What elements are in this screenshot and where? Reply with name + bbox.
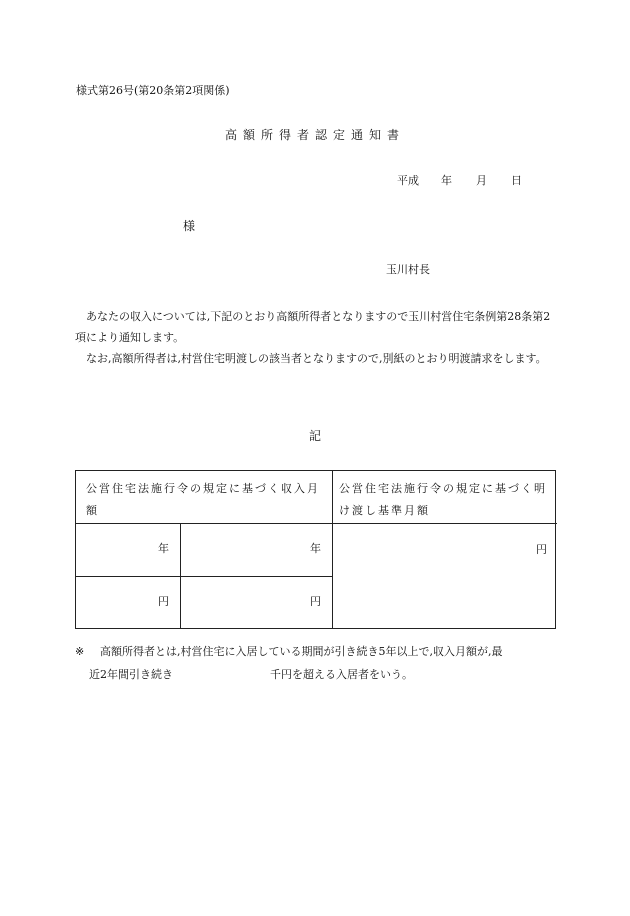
document-title: 高額所得者認定通知書: [224, 128, 405, 142]
unit-yen: 円: [536, 543, 547, 556]
date-year-unit: 年: [441, 174, 452, 187]
note-line-2a: 近2年間引き続き: [89, 668, 173, 681]
unit-year: 年: [310, 542, 321, 555]
note-line-2b: 千円を超える入居者をいう。: [270, 668, 413, 681]
date-month-unit: 月: [476, 174, 487, 187]
footnote: [75, 640, 557, 686]
date-line: [397, 173, 522, 188]
income-table: [75, 470, 556, 629]
income-cell-r1c1: [76, 524, 181, 577]
income-cell-r1c2: [181, 524, 333, 577]
note-line-1: 高額所得者とは,村営住宅に入居している期間が引き続き5年以上で,収入月額が,最: [100, 645, 503, 658]
body-paragraph-2: なお,高額所得者は,村営住宅明渡しの該当者となりますので,別紙のとおり明渡請求をします。: [86, 352, 547, 365]
form-number: 様式第26号(第20条第2項関係): [76, 84, 230, 97]
income-header-left: 公営住宅法施行令の規定に基づく収入月額: [76, 471, 333, 524]
unit-yen: 円: [310, 595, 321, 608]
body-text: [75, 306, 555, 369]
date-era: 平成: [397, 174, 419, 187]
standard-amount-cell: [333, 524, 555, 628]
income-cell-r2c2: [181, 577, 333, 628]
recipient-suffix: 様: [183, 219, 196, 233]
ki-heading: 記: [308, 429, 321, 443]
unit-year: 年: [158, 542, 169, 555]
issuer-name: 玉川村長: [386, 263, 430, 276]
income-cell-r2c1: [76, 577, 181, 628]
body-paragraph-1: あなたの収入については,下記のとおり高額所得者となりますので玉川村営住宅条例第28条第2項により通知します。: [75, 310, 551, 344]
note-mark: ※: [75, 645, 85, 658]
unit-yen: 円: [158, 595, 169, 608]
income-header-right: 公営住宅法施行令の規定に基づく明け渡し基準月額: [333, 471, 557, 524]
date-day-unit: 日: [511, 174, 522, 187]
